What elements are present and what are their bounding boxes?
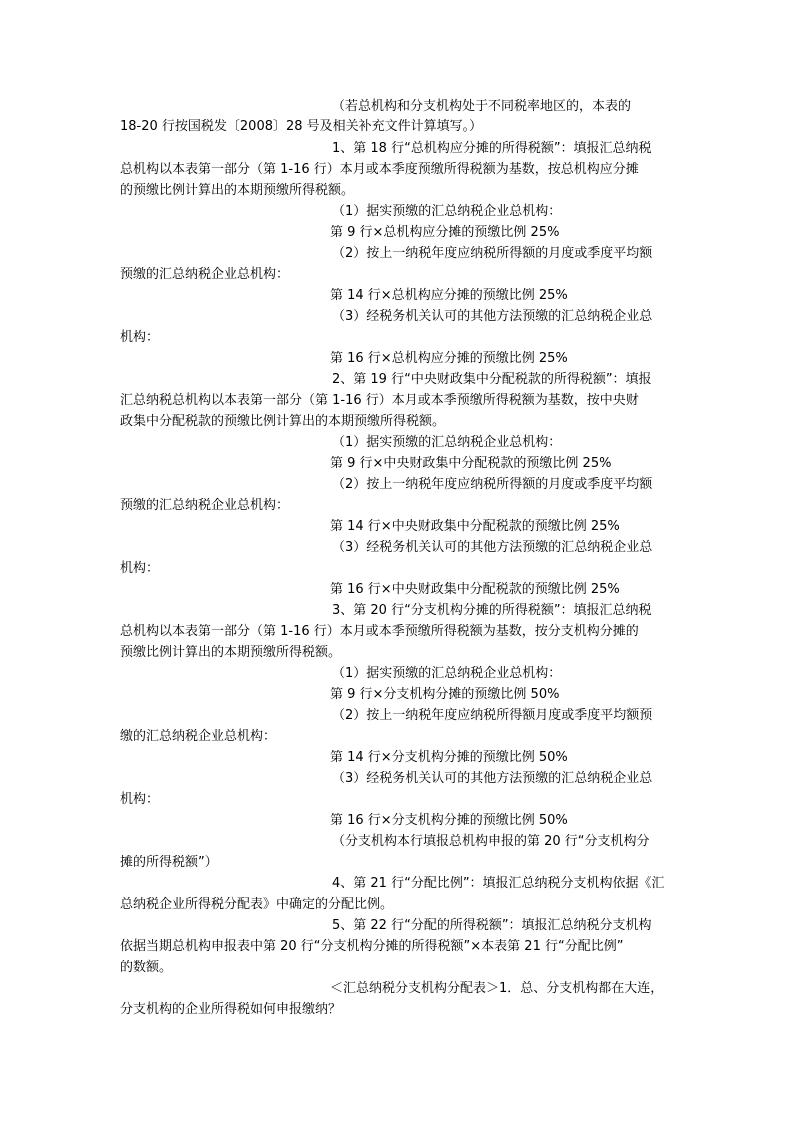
paragraph-line: 第 16 行×分支机构分摊的预缴比例 50% (330, 813, 568, 828)
paragraph-line: 18-20 行按国税发〔2008〕28 号及相关补充文件计算填写。） (120, 119, 483, 134)
paragraph-line: （1）据实预缴的汇总纳税企业总机构： (332, 204, 562, 219)
paragraph-line: （1）据实预缴的汇总纳税企业总机构： (332, 435, 562, 450)
paragraph-line: 3、第 20 行“分支机构分摊的所得税额”：填报汇总纳税 (332, 603, 652, 618)
paragraph-line: 机构： (120, 561, 160, 576)
paragraph-line: （2）按上一纳税年度应纳税所得额月度或季度平均额预 (332, 708, 653, 723)
paragraph-line: 第 14 行×总机构应分摊的预缴比例 25% (330, 288, 568, 303)
paragraph-line: 预缴的汇总纳税企业总机构： (120, 498, 290, 513)
paragraph-line: 1、第 18 行“总机构应分摊的所得税额”：填报汇总纳税 (332, 141, 652, 156)
paragraph-line: 5、第 22 行“分配的所得税额”：填报汇总纳税分支机构 (332, 918, 652, 933)
paragraph-line: 总纳税企业所得税分配表》中确定的分配比例。 (120, 897, 394, 912)
paragraph-line: （3）经税务机关认可的其他方法预缴的汇总纳税企业总 (332, 309, 653, 324)
paragraph-line: 第 14 行×中央财政集中分配税款的预缴比例 25% (330, 519, 620, 534)
paragraph-line: 第 16 行×总机构应分摊的预缴比例 25% (330, 351, 568, 366)
paragraph-line: 第 9 行×中央财政集中分配税款的预缴比例 25% (330, 456, 612, 471)
paragraph-line: （3）经税务机关认可的其他方法预缴的汇总纳税企业总 (332, 771, 653, 786)
paragraph-line: 的数额。 (120, 960, 173, 975)
paragraph-line: 缴的汇总纳税企业总机构： (120, 729, 277, 744)
paragraph-line: 机构： (120, 792, 160, 807)
paragraph-line: 第 9 行×分支机构分摊的预缴比例 50% (330, 687, 560, 702)
paragraph-line: 摊的所得税额”） (120, 855, 218, 870)
paragraph-line: 政集中分配税款的预缴比例计算出的本期预缴所得税额。 (120, 414, 446, 429)
paragraph-line: （2）按上一纳税年度应纳税所得额的月度或季度平均额 (332, 246, 653, 261)
paragraph-line: （分支机构本行填报总机构申报的第 20 行“分支机构分 (332, 834, 650, 849)
paragraph-line: 第 14 行×分支机构分摊的预缴比例 50% (330, 750, 568, 765)
paragraph-line: 分支机构的企业所得税如何申报缴纳？ (120, 1002, 342, 1017)
paragraph-line: （3）经税务机关认可的其他方法预缴的汇总纳税企业总 (332, 540, 653, 555)
paragraph-line: 第 9 行×总机构应分摊的预缴比例 25% (330, 225, 560, 240)
paragraph-line: 2、第 19 行“中央财政集中分配税款的所得税额”：填报 (332, 372, 652, 387)
paragraph-line: 总机构以本表第一部分（第 1-16 行）本月或本季度预缴所得税额为基数，按总机构应分摊 (120, 162, 639, 177)
paragraph-line: 的预缴比例计算出的本期预缴所得税额。 (120, 183, 355, 198)
paragraph-line: 机构： (120, 330, 160, 345)
paragraph-line: （若总机构和分支机构处于不同税率地区的，本表的 (332, 99, 632, 114)
paragraph-line: 汇总纳税总机构以本表第一部分（第 1-16 行）本月或本季预缴所得税额为基数，按中央财 (120, 393, 639, 408)
paragraph-line: 总机构以本表第一部分（第 1-16 行）本月或本季预缴所得税额为基数，按分支机构分摊的 (120, 624, 639, 639)
paragraph-line: 预缴的汇总纳税企业总机构： (120, 267, 290, 282)
paragraph-line: 第 16 行×中央财政集中分配税款的预缴比例 25% (330, 582, 620, 597)
paragraph-line: （2）按上一纳税年度应纳税所得额的月度或季度平均额 (332, 477, 653, 492)
paragraph-line: 4、第 21 行“分配比例”：填报汇总纳税分支机构依据《汇 (332, 876, 665, 891)
paragraph-line: 预缴比例计算出的本期预缴所得税额。 (120, 645, 342, 660)
paragraph-line: ＜汇总纳税分支机构分配表＞1．总、分支机构都在大连， (330, 981, 664, 996)
paragraph-line: （1）据实预缴的汇总纳税企业总机构： (332, 666, 562, 681)
paragraph-line: 依据当期总机构申报表中第 20 行“分支机构分摊的所得税额”×本表第 21 行“分配比例” (120, 939, 624, 954)
